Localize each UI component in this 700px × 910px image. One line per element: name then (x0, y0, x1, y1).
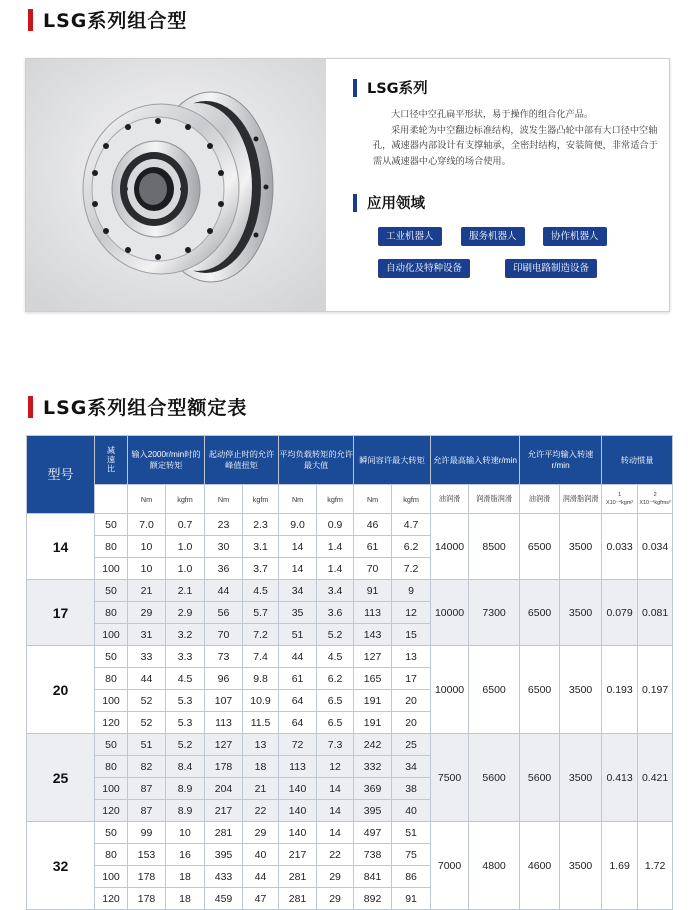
data-cell: 6.2 (317, 668, 354, 690)
heading-accent-bar (353, 194, 357, 212)
data-cell: 64 (279, 712, 317, 734)
data-cell: 10.9 (243, 690, 279, 712)
data-cell: 25 (392, 734, 431, 756)
avg-speed-grease-cell: 3500 (560, 734, 602, 822)
data-cell: 44 (279, 646, 317, 668)
data-cell: 13 (392, 646, 431, 668)
max-speed-oil-cell: 7500 (431, 734, 469, 822)
max-speed-oil-cell: 7000 (431, 822, 469, 910)
data-cell: 6.2 (392, 536, 431, 558)
header-avg-torque: 平均负载转矩的允许最大值 (279, 436, 354, 485)
section-title-text: LSG系列组合型额定表 (43, 397, 248, 419)
data-cell: 44 (128, 668, 166, 690)
data-cell: 7.2 (243, 624, 279, 646)
inertia-kgm2-cell: 0.079 (602, 580, 638, 646)
data-cell: 70 (354, 558, 392, 580)
data-cell: 14 (317, 822, 354, 844)
avg-speed-oil-cell: 6500 (520, 580, 560, 646)
data-cell: 113 (354, 602, 392, 624)
data-cell: 29 (128, 602, 166, 624)
table-row (27, 646, 673, 668)
data-cell: 34 (279, 580, 317, 602)
table-unit-row (27, 485, 673, 514)
unit-kgfm: kgfm (317, 485, 354, 514)
data-cell: 80 (95, 844, 128, 866)
data-cell: 23 (205, 514, 243, 536)
data-cell: 14 (279, 558, 317, 580)
max-speed-oil-cell: 10000 (431, 646, 469, 734)
data-cell: 52 (128, 712, 166, 734)
table-row (27, 580, 673, 602)
unit-oil: 油润滑 (520, 485, 560, 514)
data-cell: 50 (95, 734, 128, 756)
data-cell: 44 (205, 580, 243, 602)
unit-grease: 润滑脂润滑 (469, 485, 520, 514)
data-cell: 4.7 (392, 514, 431, 536)
data-cell: 1.0 (166, 558, 205, 580)
data-cell: 44 (243, 866, 279, 888)
data-cell: 96 (205, 668, 243, 690)
data-cell: 5.2 (317, 624, 354, 646)
data-cell: 217 (279, 844, 317, 866)
data-cell: 738 (354, 844, 392, 866)
inertia-kgfms2-cell: 0.081 (638, 580, 673, 646)
inertia-kgfms2-cell: 0.421 (638, 734, 673, 822)
data-cell: 33 (128, 646, 166, 668)
inertia-kgfms2-cell: 0.034 (638, 514, 673, 580)
data-cell: 165 (354, 668, 392, 690)
header-peak-torque: 起动停止时的允许峰值扭矩 (205, 436, 279, 485)
data-cell: 18 (243, 756, 279, 778)
data-cell: 10 (128, 536, 166, 558)
inertia-kgfms2-cell: 0.197 (638, 646, 673, 734)
data-cell: 6.5 (317, 712, 354, 734)
data-cell: 14 (279, 536, 317, 558)
data-cell: 10 (166, 822, 205, 844)
section-title-rating-table (28, 393, 247, 420)
data-cell: 120 (95, 800, 128, 822)
data-cell: 73 (205, 646, 243, 668)
data-cell: 91 (392, 888, 431, 910)
data-cell: 140 (279, 778, 317, 800)
data-cell: 7.4 (243, 646, 279, 668)
data-cell: 21 (128, 580, 166, 602)
header-instant-torque: 瞬间容许最大转矩 (354, 436, 431, 485)
data-cell: 140 (279, 800, 317, 822)
data-cell: 5.7 (243, 602, 279, 624)
data-cell: 191 (354, 690, 392, 712)
tag-industrial-robot: 工业机器人 (378, 227, 442, 246)
data-cell: 0.7 (166, 514, 205, 536)
data-cell: 178 (205, 756, 243, 778)
data-cell: 5.2 (166, 734, 205, 756)
table-body (27, 514, 673, 910)
data-cell: 15 (392, 624, 431, 646)
section-title-product (28, 6, 187, 33)
data-cell: 4.5 (166, 668, 205, 690)
data-cell: 70 (205, 624, 243, 646)
title-accent-bar (28, 9, 33, 31)
data-cell: 140 (279, 822, 317, 844)
header-avg-speed: 允许平均输入转速r/min (520, 436, 602, 485)
application-heading (353, 192, 425, 213)
heading-accent-bar (353, 79, 357, 97)
data-cell: 86 (392, 866, 431, 888)
data-cell: 332 (354, 756, 392, 778)
table-row (27, 822, 673, 844)
description-line-1: 大口径中空孔扁平形状，易于操作的组合化产品。 (391, 109, 594, 120)
data-cell: 87 (128, 778, 166, 800)
max-speed-oil-cell: 10000 (431, 580, 469, 646)
avg-speed-grease-cell: 3500 (560, 822, 602, 910)
data-cell: 75 (392, 844, 431, 866)
header-rated-torque: 输入2000r/min时的额定转矩 (128, 436, 205, 485)
unit-nm: Nm (205, 485, 243, 514)
data-cell: 433 (205, 866, 243, 888)
max-speed-grease-cell: 7300 (469, 580, 520, 646)
data-cell: 100 (95, 624, 128, 646)
data-cell: 12 (317, 756, 354, 778)
unit-inertia-2 (638, 485, 673, 514)
tag-automation-equipment: 自动化及特种设备 (378, 259, 470, 278)
data-cell: 127 (205, 734, 243, 756)
data-cell: 14 (317, 778, 354, 800)
inertia-kgm2-cell: 0.193 (602, 646, 638, 734)
data-cell: 107 (205, 690, 243, 712)
model-cell: 17 (27, 580, 95, 646)
data-cell: 178 (128, 888, 166, 910)
inertia-kgfms2-cell: 1.72 (638, 822, 673, 910)
inertia-kgm2-cell: 0.413 (602, 734, 638, 822)
inertia-kgm2-cell: 0.033 (602, 514, 638, 580)
section-title-text: LSG系列组合型 (43, 10, 188, 32)
data-cell: 29 (317, 888, 354, 910)
max-speed-oil-cell: 14000 (431, 514, 469, 580)
data-cell: 22 (243, 800, 279, 822)
model-cell: 20 (27, 646, 95, 734)
data-cell: 31 (128, 624, 166, 646)
data-cell: 52 (128, 690, 166, 712)
product-description (373, 107, 665, 169)
unit-inertia-1 (602, 485, 638, 514)
data-cell: 22 (317, 844, 354, 866)
unit-nm: Nm (279, 485, 317, 514)
product-card (25, 58, 670, 312)
data-cell: 113 (279, 756, 317, 778)
data-cell: 47 (243, 888, 279, 910)
data-cell: 50 (95, 646, 128, 668)
data-cell: 18 (166, 866, 205, 888)
max-speed-grease-cell: 6500 (469, 646, 520, 734)
data-cell: 51 (392, 822, 431, 844)
tag-collaborative-robot: 协作机器人 (543, 227, 607, 246)
data-cell: 3.6 (317, 602, 354, 624)
unit-oil: 油润滑 (431, 485, 469, 514)
data-cell: 50 (95, 514, 128, 536)
unit-ratio-blank (95, 485, 128, 514)
data-cell: 35 (279, 602, 317, 624)
header-max-speed: 允许最高输入转速r/min (431, 436, 520, 485)
data-cell: 281 (205, 822, 243, 844)
data-cell: 1.4 (317, 558, 354, 580)
data-cell: 5.3 (166, 690, 205, 712)
data-cell: 369 (354, 778, 392, 800)
unit-inertia-1-index: 1 (618, 492, 622, 498)
data-cell: 29 (317, 866, 354, 888)
unit-inertia-2-text: X10⁻⁴kgfms² (639, 500, 671, 506)
data-cell: 46 (354, 514, 392, 536)
harmonic-reducer-illustration (26, 59, 326, 311)
unit-nm: Nm (354, 485, 392, 514)
data-cell: 3.7 (243, 558, 279, 580)
tag-service-robot: 服务机器人 (461, 227, 525, 246)
unit-grease: 润滑脂润滑 (560, 485, 602, 514)
data-cell: 50 (95, 822, 128, 844)
data-cell: 10 (128, 558, 166, 580)
data-cell: 7.2 (392, 558, 431, 580)
data-cell: 120 (95, 712, 128, 734)
data-cell: 91 (354, 580, 392, 602)
data-cell: 892 (354, 888, 392, 910)
model-cell: 32 (27, 822, 95, 910)
data-cell: 16 (166, 844, 205, 866)
table-row (27, 514, 673, 536)
data-cell: 8.9 (166, 778, 205, 800)
data-cell: 80 (95, 602, 128, 624)
application-title: 应用领域 (367, 196, 425, 212)
product-info (353, 59, 669, 311)
data-cell: 242 (354, 734, 392, 756)
data-cell: 38 (392, 778, 431, 800)
data-cell: 7.0 (128, 514, 166, 536)
data-cell: 3.1 (243, 536, 279, 558)
data-cell: 13 (243, 734, 279, 756)
data-cell: 80 (95, 756, 128, 778)
unit-inertia-2-index: 2 (653, 492, 657, 498)
data-cell: 99 (128, 822, 166, 844)
avg-speed-oil-cell: 4600 (520, 822, 560, 910)
data-cell: 29 (243, 822, 279, 844)
avg-speed-oil-cell: 6500 (520, 646, 560, 734)
data-cell: 1.0 (166, 536, 205, 558)
data-cell: 281 (279, 866, 317, 888)
data-cell: 0.9 (317, 514, 354, 536)
data-cell: 51 (128, 734, 166, 756)
table-row (27, 734, 673, 756)
data-cell: 3.3 (166, 646, 205, 668)
data-cell: 8.9 (166, 800, 205, 822)
avg-speed-grease-cell: 3500 (560, 514, 602, 580)
max-speed-grease-cell: 5600 (469, 734, 520, 822)
data-cell: 20 (392, 712, 431, 734)
data-cell: 4.5 (243, 580, 279, 602)
data-cell: 100 (95, 690, 128, 712)
data-cell: 100 (95, 866, 128, 888)
data-cell: 80 (95, 536, 128, 558)
max-speed-grease-cell: 8500 (469, 514, 520, 580)
data-cell: 143 (354, 624, 392, 646)
data-cell: 9 (392, 580, 431, 602)
data-cell: 11.5 (243, 712, 279, 734)
unit-kgfm: kgfm (392, 485, 431, 514)
data-cell: 17 (392, 668, 431, 690)
avg-speed-grease-cell: 3500 (560, 580, 602, 646)
data-cell: 497 (354, 822, 392, 844)
title-accent-bar (28, 396, 33, 418)
rating-table (26, 435, 673, 910)
data-cell: 6.5 (317, 690, 354, 712)
data-cell: 72 (279, 734, 317, 756)
data-cell: 3.2 (166, 624, 205, 646)
description-line-2: 采用柔轮为中空翻边标准结构，波发生器凸轮中部有大口径中空轴孔，减速器内部设计有支撑轴承，全密封结构，安装简便，非常适合于需从减速器中心穿线的场合使用。 (373, 124, 658, 167)
data-cell: 395 (354, 800, 392, 822)
data-cell: 191 (354, 712, 392, 734)
data-cell: 204 (205, 778, 243, 800)
avg-speed-oil-cell: 5600 (520, 734, 560, 822)
data-cell: 3.4 (317, 580, 354, 602)
data-cell: 34 (392, 756, 431, 778)
avg-speed-grease-cell: 3500 (560, 646, 602, 734)
data-cell: 5.3 (166, 712, 205, 734)
data-cell: 30 (205, 536, 243, 558)
avg-speed-oil-cell: 6500 (520, 514, 560, 580)
data-cell: 51 (279, 624, 317, 646)
data-cell: 21 (243, 778, 279, 800)
data-cell: 36 (205, 558, 243, 580)
data-cell: 9.8 (243, 668, 279, 690)
data-cell: 2.9 (166, 602, 205, 624)
unit-nm: Nm (128, 485, 166, 514)
data-cell: 120 (95, 888, 128, 910)
header-model: 型号 (27, 436, 95, 514)
data-cell: 281 (279, 888, 317, 910)
unit-kgfm: kgfm (243, 485, 279, 514)
data-cell: 4.5 (317, 646, 354, 668)
data-cell: 64 (279, 690, 317, 712)
data-cell: 12 (392, 602, 431, 624)
unit-kgfm: kgfm (166, 485, 205, 514)
data-cell: 82 (128, 756, 166, 778)
data-cell: 100 (95, 558, 128, 580)
data-cell: 178 (128, 866, 166, 888)
data-cell: 113 (205, 712, 243, 734)
header-ratio: 减速比 (95, 436, 128, 485)
data-cell: 61 (279, 668, 317, 690)
data-cell: 56 (205, 602, 243, 624)
inertia-kgm2-cell: 1.69 (602, 822, 638, 910)
data-cell: 18 (166, 888, 205, 910)
data-cell: 14 (317, 800, 354, 822)
model-cell: 14 (27, 514, 95, 580)
series-title: LSG系列 (367, 81, 428, 97)
data-cell: 2.1 (166, 580, 205, 602)
data-cell: 40 (392, 800, 431, 822)
model-cell: 25 (27, 734, 95, 822)
data-cell: 459 (205, 888, 243, 910)
data-cell: 217 (205, 800, 243, 822)
data-cell: 841 (354, 866, 392, 888)
product-photo (26, 59, 326, 311)
data-cell: 9.0 (279, 514, 317, 536)
data-cell: 1.4 (317, 536, 354, 558)
data-cell: 153 (128, 844, 166, 866)
data-cell: 8.4 (166, 756, 205, 778)
data-cell: 395 (205, 844, 243, 866)
data-cell: 2.3 (243, 514, 279, 536)
data-cell: 127 (354, 646, 392, 668)
max-speed-grease-cell: 4800 (469, 822, 520, 910)
data-cell: 7.3 (317, 734, 354, 756)
data-cell: 61 (354, 536, 392, 558)
data-cell: 40 (243, 844, 279, 866)
data-cell: 100 (95, 778, 128, 800)
unit-inertia-1-text: X10⁻⁴kgm² (605, 500, 634, 506)
data-cell: 87 (128, 800, 166, 822)
data-cell: 80 (95, 668, 128, 690)
series-heading (353, 77, 428, 98)
header-inertia: 转动惯量 (602, 436, 673, 485)
table-header-row (27, 436, 673, 485)
data-cell: 50 (95, 580, 128, 602)
data-cell: 20 (392, 690, 431, 712)
tag-pcb-equipment: 印刷电路制造设备 (505, 259, 597, 278)
